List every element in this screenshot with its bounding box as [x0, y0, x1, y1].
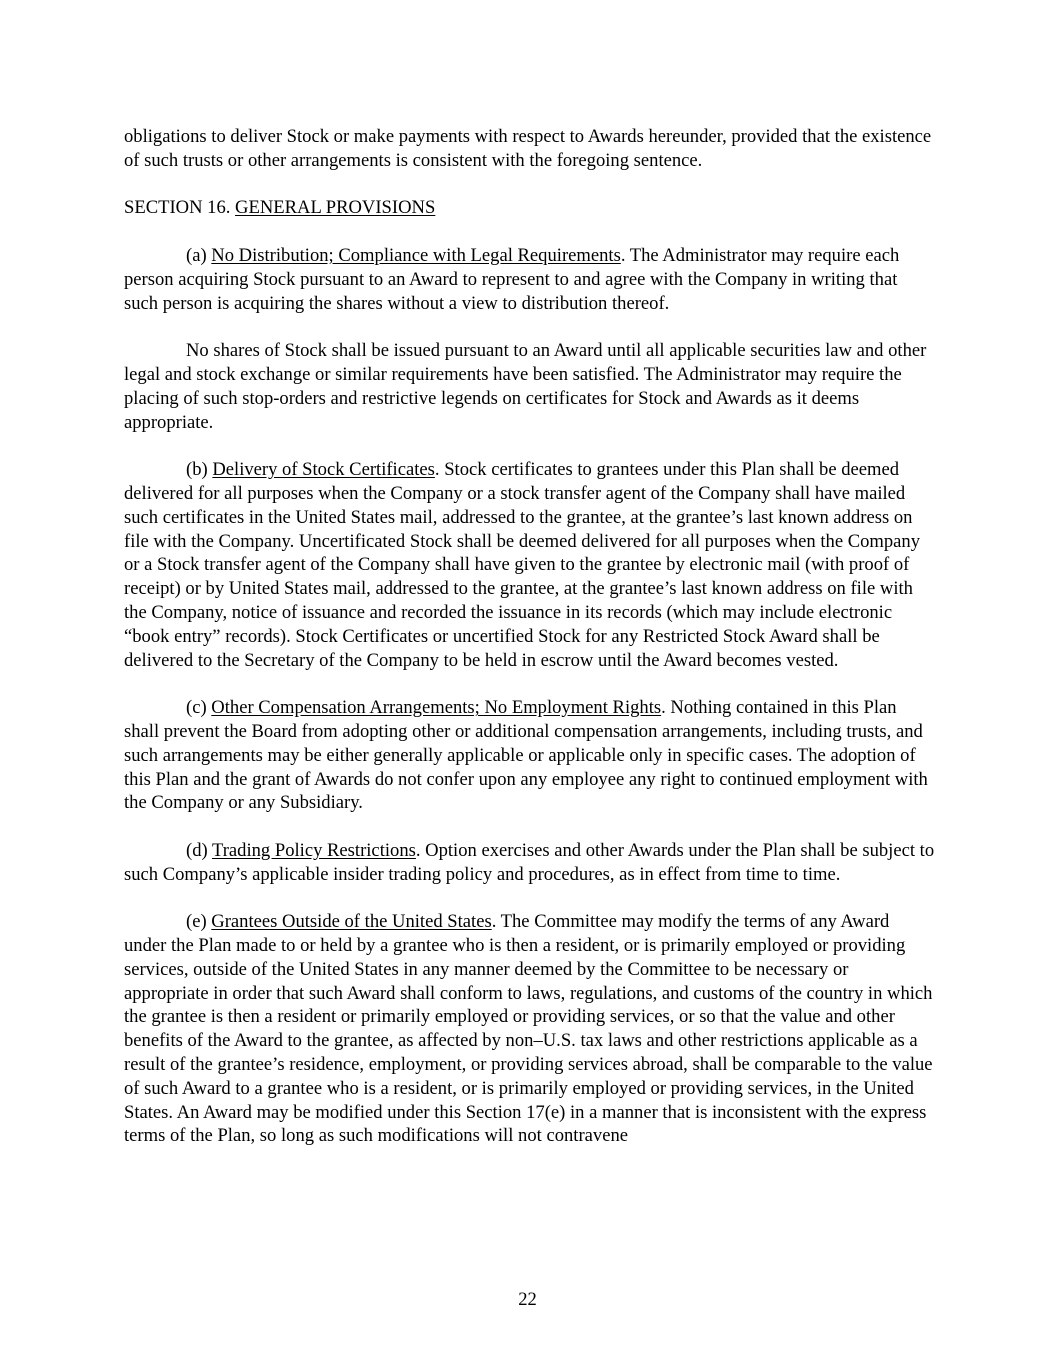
paragraph-b-text: . Stock certificates to grantees under this Plan shall be deemed delivered for all purposes when the Company or a stock transfer agent of the Company shall have mailed such certificates in the United States mail, addressed to the grantee, at the grantee’s last known address on file with the Company. Uncertificated Stock shall be deemed delivered for all purposes when the Company or a Stock transfer agent of the Company shall have given to the grantee by electronic mail (with proof of receipt) or by United States mail, addressed to the grantee, at the grantee’s last known address on file with the Company, notice of issuance and recorded the issuance in its records (which may include electronic “book entry” records). Stock Certificates or uncertified Stock for any Restricted Stock Award shall be delivered to the Secretary of the Company to be held in escrow until the Award becomes vested.: [124, 459, 921, 671]
paragraph-d-title: Trading Policy Restrictions: [212, 839, 416, 861]
paragraph-e-title: Grantees Outside of the United States: [211, 911, 492, 933]
paragraph-e-text: . The Committee may modify the terms of any Award under the Plan made to or held by a grantee who is then a resident, or is primarily employed or providing services, outside of the United States in any manner deemed by the Committee to be necessary or appropriate in order that such Award shall conform to laws, regulations, and customs of the country in which the grantee is then a resident or primarily employed or providing services, or so that the value and other benefits of the Award to the grantee, as affected by non–U.S. tax laws and other restrictions applicable as a result of the grantee’s residence, employment, or providing services abroad, shall be comparable to the value of such Award to a grantee who is a resident, or is primarily employed or providing services, in the United States. An Award may be modified under this Section 17(e) in a manner that is inconsistent with the express terms of the Plan, so long as such modifications will not contravene: [124, 911, 933, 1147]
page-number: 22: [518, 1289, 537, 1310]
paragraph-e-label: (e): [186, 911, 212, 933]
document-body: [124, 125, 936, 1172]
section-title: GENERAL PROVISIONS: [235, 197, 436, 219]
paragraph-d-label: (d): [186, 839, 212, 861]
paragraph-a-label: (a): [186, 244, 212, 266]
section-heading: [124, 196, 936, 220]
paragraph-a-title: No Distribution; Compliance with Legal Requirements: [211, 244, 621, 266]
paragraph-d: [124, 839, 936, 887]
paragraph-a: [124, 244, 936, 315]
paragraph-b: [124, 458, 936, 672]
paragraph-b-label: (b): [186, 459, 213, 481]
paragraph-b-title: Delivery of Stock Certificates: [212, 459, 435, 481]
paragraph-d-text: . Option exercises and other Awards under the Plan shall be subject to such Company’s applicable insider trading policy and procedures, as in effect from time to time.: [124, 839, 935, 885]
continuation-paragraph: obligations to deliver Stock or make payments with respect to Awards hereunder, provided that the existence of such trusts or other arrangements is consistent with the foregoing sentence.: [124, 126, 932, 171]
paragraph-c-label: (c): [186, 697, 212, 719]
paragraph-a-text: . The Administrator may require each person acquiring Stock pursuant to an Award to represent to and agree with the Company in writing that such person is acquiring the shares without a view to distribution thereof.: [124, 244, 900, 314]
section-prefix: SECTION 16.: [124, 197, 236, 219]
paragraph-e: [124, 910, 936, 1148]
paragraph-c-title: Other Compensation Arrangements; No Employment Rights: [211, 697, 662, 719]
paragraph-c: [124, 696, 936, 815]
paragraph-c-text: . Nothing contained in this Plan shall prevent the Board from adopting other or additional compensation arrangements, including trusts, and such arrangements may be either generally applicable or applicable only in specific cases. The adoption of this Plan and the grant of Awards do not confer upon any employee any right to continued employment with the Company or any Subsidiary.: [124, 697, 928, 814]
paragraph-a-continued: No shares of Stock shall be issued pursuant to an Award until all applicable securities law and other legal and stock exchange or similar requirements have been satisfied. The Administrator may require the placing of such stop-orders and restrictive legends on certificates for Stock and Awards as it deems appropriate.: [124, 340, 927, 433]
